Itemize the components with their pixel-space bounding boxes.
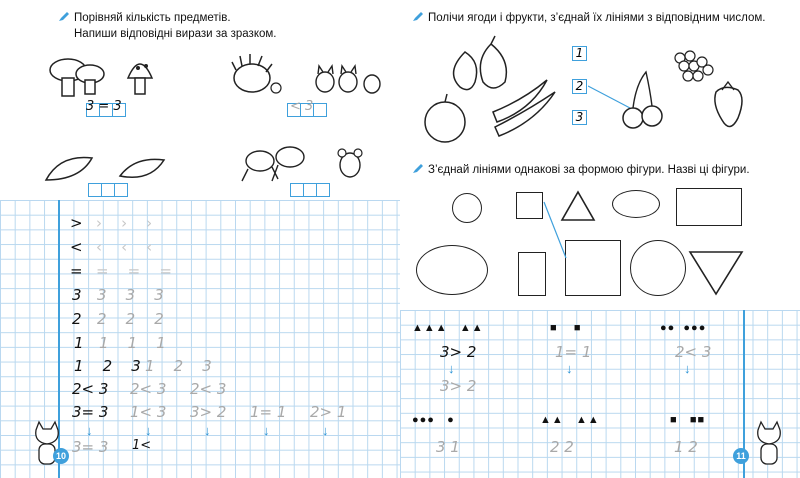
small-ellipse-shape[interactable] — [612, 190, 660, 218]
bottom-1-digits: 3 1 — [436, 438, 460, 456]
arrow-down-icon: ↓ — [322, 423, 329, 438]
pattern-triangles-2: ▲▲ ▲▲ — [540, 414, 600, 426]
row-8-item-2: 2< 3 — [130, 380, 167, 398]
row-1-main: > — [70, 214, 83, 232]
task-1-line-2: Напиши відповідні вирази за зразком. — [74, 28, 277, 40]
pattern-squares-2: ■ ■■ — [670, 414, 706, 426]
arrow-down-icon: ↓ — [145, 423, 152, 438]
row-9-item-1: 3= 3 — [72, 403, 109, 421]
cat-mascot-illustration — [752, 420, 786, 470]
row-5-main: 2 — [72, 310, 82, 328]
large-ellipse-shape[interactable] — [416, 245, 488, 295]
number-box-3[interactable]: 3 — [572, 110, 587, 125]
row-7-gray: 1 2 3 — [145, 357, 212, 375]
row-7-bold: 1 2 3 — [74, 357, 141, 375]
group-2-equation: 1= 1 — [555, 343, 592, 361]
hedgehog-cats-illustration — [230, 48, 390, 104]
animals-answer: < 3 — [290, 99, 314, 114]
arrow-down-icon: ↓ — [448, 361, 455, 376]
pencil-icon — [412, 10, 424, 22]
pencil-icon — [412, 162, 424, 174]
pattern-squares: ■ ■ — [550, 322, 582, 334]
arrow-down-icon: ↓ — [263, 423, 270, 438]
connection-line — [588, 86, 630, 108]
right-page — [400, 0, 800, 478]
mushroom-answer: 3 = 3 — [86, 99, 122, 114]
arrow-down-icon: ↓ — [566, 361, 573, 376]
large-square-shape[interactable] — [565, 240, 621, 296]
leaves-answer-boxes[interactable] — [88, 183, 127, 197]
task-1-line-1: Порівняй кількість предметів. — [74, 12, 231, 24]
row-10-item-2: 1< — [132, 438, 152, 453]
number-box-1[interactable]: 1 — [572, 46, 587, 61]
shape-connection-line — [540, 200, 570, 260]
task-3-instructions: З’єднай лініями однакові за формою фігури. Назві ці фігури. — [412, 162, 750, 178]
pencil-icon — [58, 10, 70, 22]
row-8-item-1: 2< 3 — [72, 380, 109, 398]
row-9-item-4: 1= 1 — [250, 403, 287, 421]
fruits-illustration — [415, 32, 565, 152]
row-6-rest: 1 1 1 — [99, 334, 166, 352]
frogs-mouse-illustration — [238, 135, 378, 190]
row-1-rest: › › › — [96, 214, 153, 232]
row-8-item-3: 2< 3 — [190, 380, 227, 398]
row-10-item-1: 3= 3 — [72, 438, 109, 456]
bottom-3-digits: 1 2 — [674, 438, 698, 456]
pattern-triangles: ▲▲▲ ▲▲ — [412, 322, 484, 334]
row-9-item-3: 3> 2 — [190, 403, 227, 421]
task-2-instructions: Полічи ягоди і фрукти, з’єднай їх лініями з відповідним числом. — [412, 10, 765, 26]
task-1-instructions — [58, 10, 277, 42]
bottom-2-digits: 2 2 — [550, 438, 574, 456]
mushrooms-illustration — [40, 48, 180, 104]
frogs-answer-boxes[interactable] — [290, 183, 329, 197]
pattern-circles: ●● ●●● — [660, 322, 707, 334]
row-5-rest: 2 2 2 — [97, 310, 164, 328]
page-number-left: 10 — [53, 448, 69, 464]
small-square-shape[interactable] — [516, 192, 543, 219]
row-4-rest: 3 3 3 — [97, 286, 164, 304]
small-rectangle-shape[interactable] — [676, 188, 742, 226]
pattern-circles-2: ●●● ● — [412, 414, 455, 426]
small-circle-shape[interactable] — [452, 193, 482, 223]
row-9-item-5: 2> 1 — [310, 403, 347, 421]
row-2-rest: ‹ ‹ ‹ — [96, 238, 153, 256]
group-1-equation-copy: 3> 2 — [440, 377, 477, 395]
group-1-equation: 3> 2 — [440, 343, 477, 361]
arrow-down-icon: ↓ — [204, 423, 211, 438]
page-number-right: 11 — [733, 448, 749, 464]
arrow-down-icon: ↓ — [684, 361, 691, 376]
berries-illustration — [588, 34, 788, 134]
row-3-main: = — [70, 262, 83, 280]
inverted-triangle-shape[interactable] — [688, 248, 744, 298]
row-3-rest: = = = — [96, 262, 172, 280]
arrow-down-icon: ↓ — [86, 423, 93, 438]
row-4-main: 3 — [72, 286, 82, 304]
number-box-2[interactable]: 2 — [572, 79, 587, 94]
row-2-main: < — [70, 238, 83, 256]
row-9-item-2: 1< 3 — [130, 403, 167, 421]
group-3-equation: 2< 3 — [675, 343, 712, 361]
large-circle-shape[interactable] — [630, 240, 686, 296]
row-6-main: 1 — [74, 334, 84, 352]
